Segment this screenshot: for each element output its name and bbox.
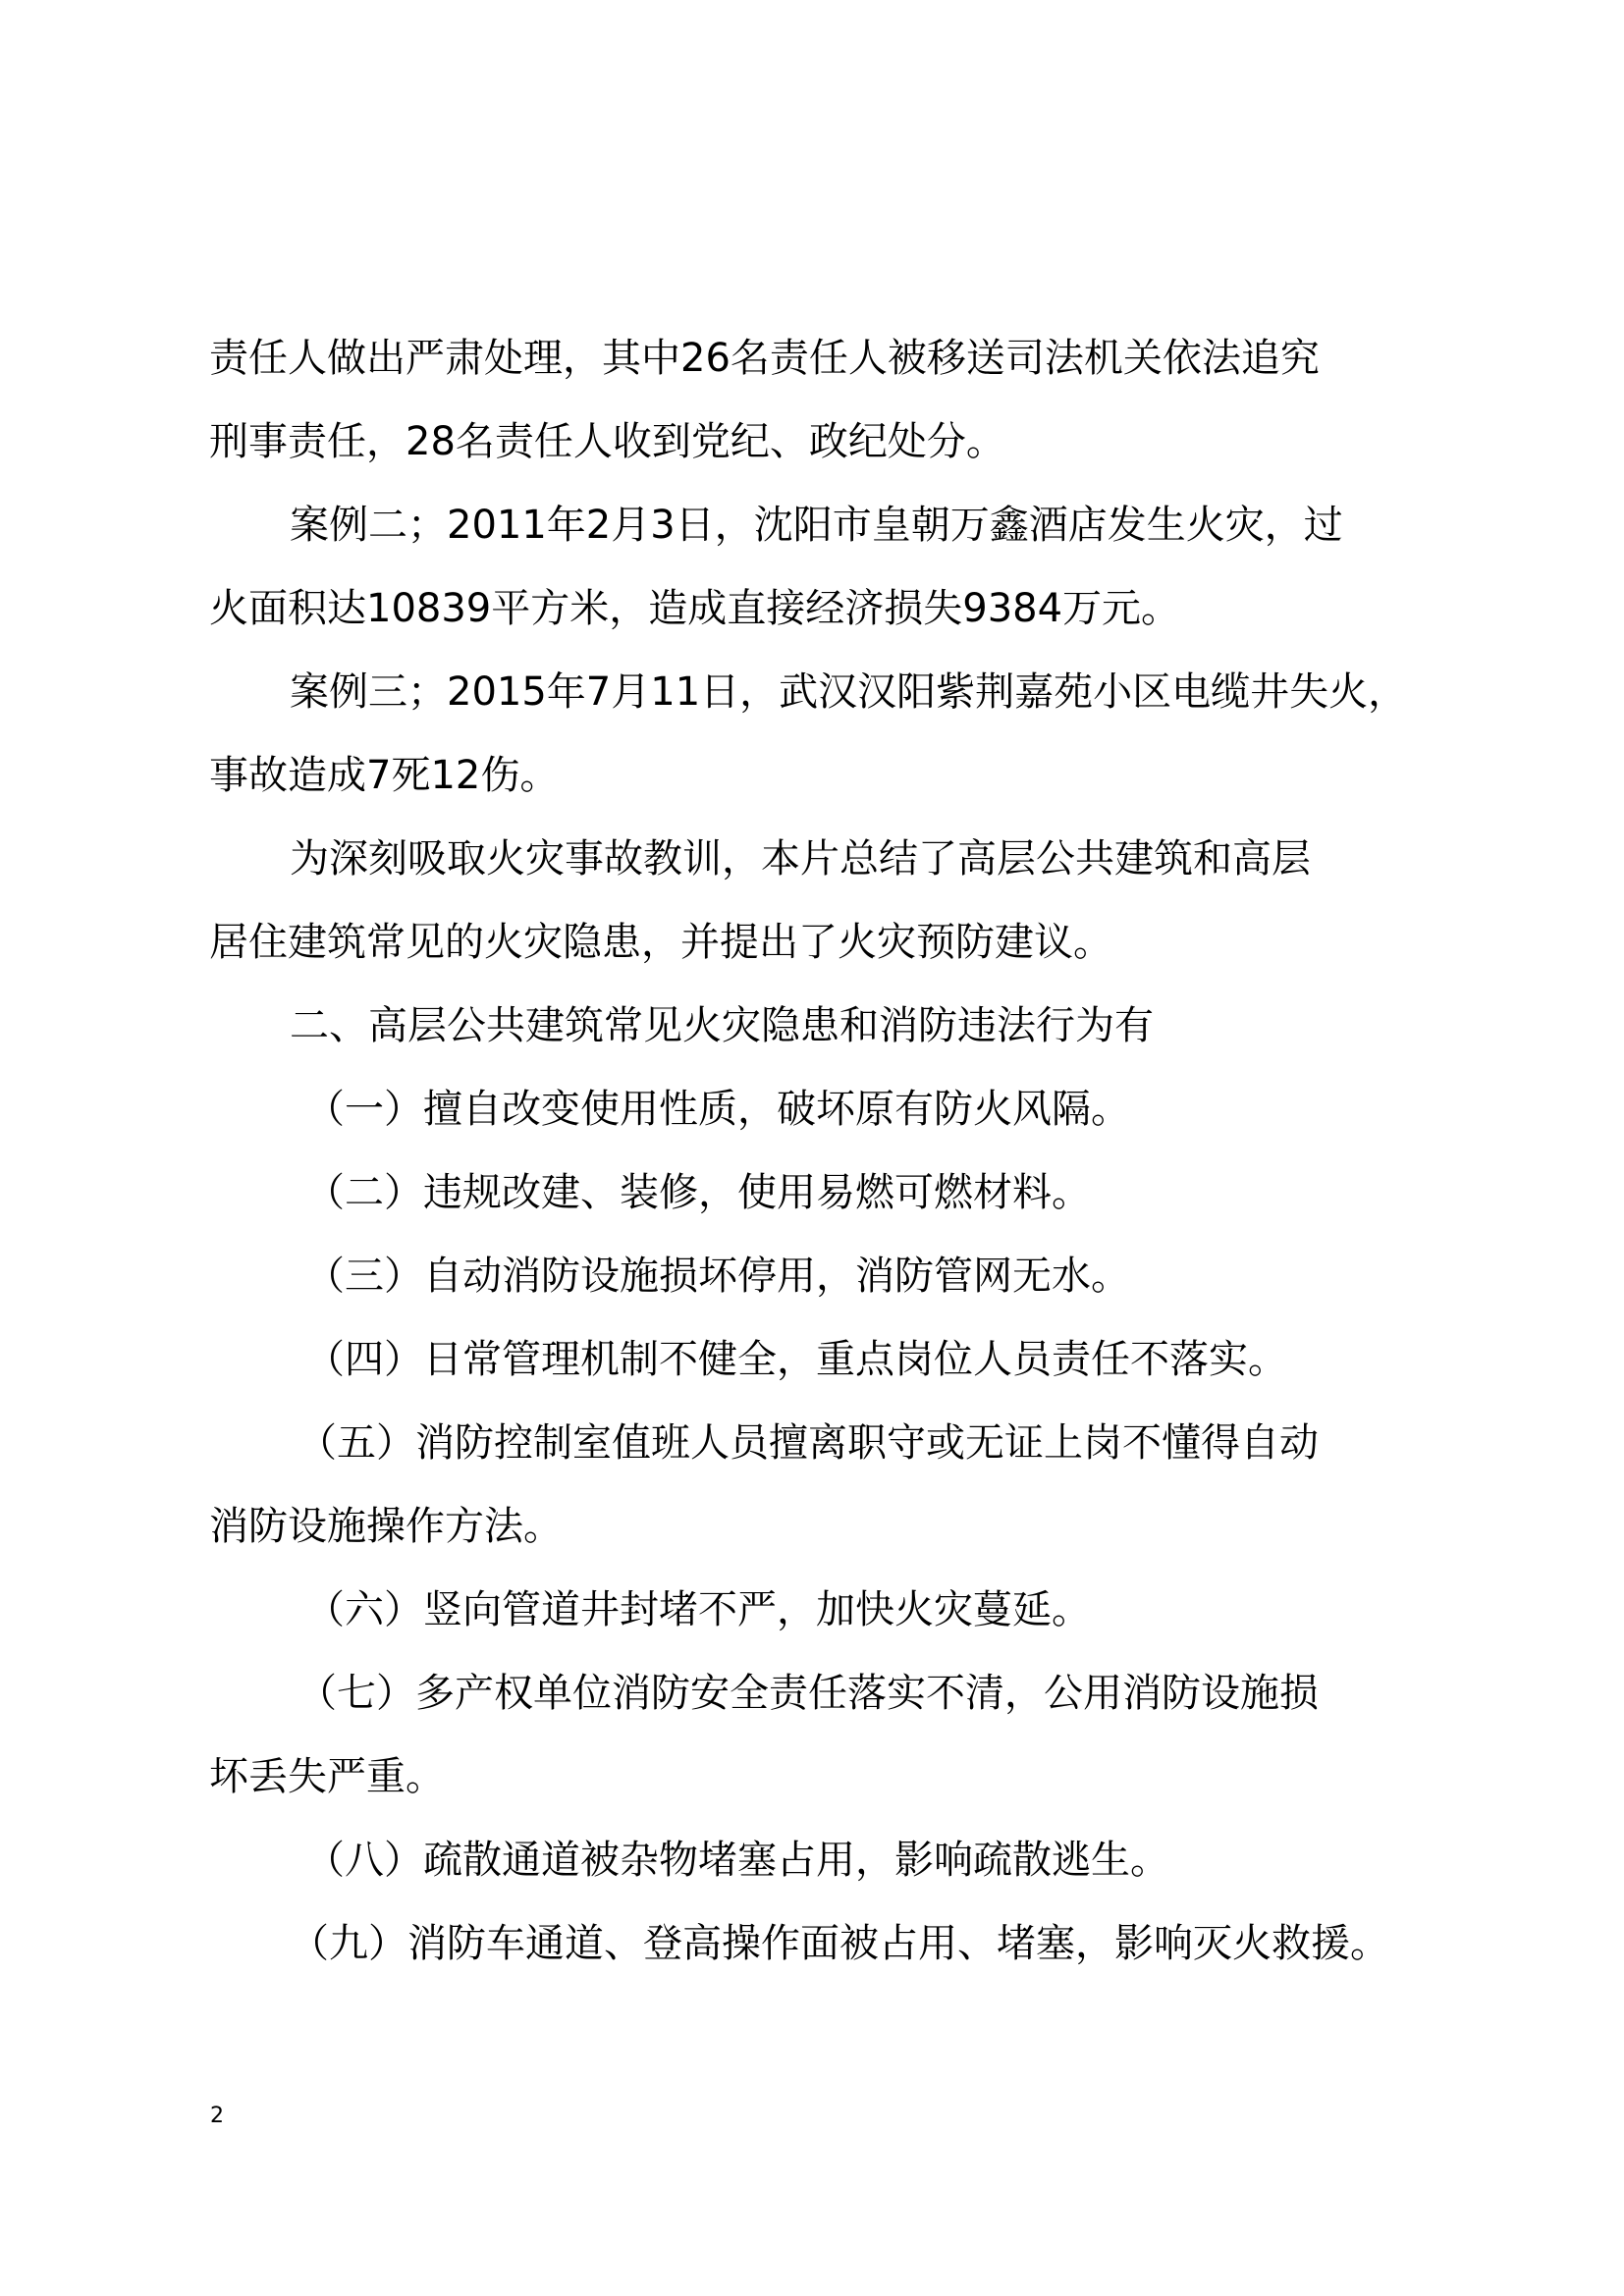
list-item-1: （一）擅自改变使用性质，破坏原有防火风隔。 (305, 1087, 1130, 1132)
text-line: 火面积达10839平方米，造成直接经济损失9384万元。 (209, 586, 1181, 631)
document-body (209, 331, 1427, 2000)
list-item-4: （四）日常管理机制不健全，重点岗位人员责任不落实。 (305, 1337, 1287, 1382)
text-line: 刑事责任，28名责任人收到党纪、政纪处分。 (209, 419, 1005, 464)
list-item-3: （三）自动消防设施损坏停用，消防管网无水。 (305, 1254, 1130, 1299)
list-item-9: （九）消防车通道、登高操作面被占用、堵塞，影响灭火救援。 (290, 1921, 1389, 1966)
list-item-7: （七）多产权单位消防安全责任落实不清，公用消防设施损 (298, 1671, 1319, 1716)
list-item-2: （二）违规改建、装修，使用易燃可燃材料。 (305, 1170, 1091, 1215)
list-item-8: （八）疏散通道被杂物堵塞占用，影响疏散逃生。 (305, 1838, 1169, 1883)
list-item-5: （五）消防控制室值班人员擅离职守或无证上岗不懂得自动 (298, 1420, 1319, 1466)
case-three-paragraph: 案例三；2015年7月11日，武汉汉阳紫荆嘉苑小区电缆井失火， (290, 669, 1408, 715)
case-two-paragraph: 案例二；2011年2月3日，沈阳市皇朝万鑫酒店发生火灾，过 (290, 503, 1343, 548)
text-line: 责任人做出严肃处理，其中26名责任人被移送司法机关依法追究 (209, 336, 1320, 381)
summary-paragraph: 为深刻吸取火灾事故教训，本片总结了高层公共建筑和高层 (290, 836, 1311, 881)
text-line: 居住建筑常见的火灾隐患，并提出了火灾预防建议。 (209, 920, 1112, 965)
text-line: 消防设施操作方法。 (209, 1504, 563, 1549)
list-item-6: （六）竖向管道井封堵不严，加快火灾蔓延。 (305, 1587, 1091, 1632)
text-line: 坏丢失严重。 (209, 1754, 445, 1799)
section-heading: 二、高层公共建筑常见火灾隐患和消防违法行为有 (290, 1003, 1154, 1048)
page-number: 2 (210, 2104, 224, 2128)
text-line: 事故造成7死12伤。 (209, 753, 560, 798)
